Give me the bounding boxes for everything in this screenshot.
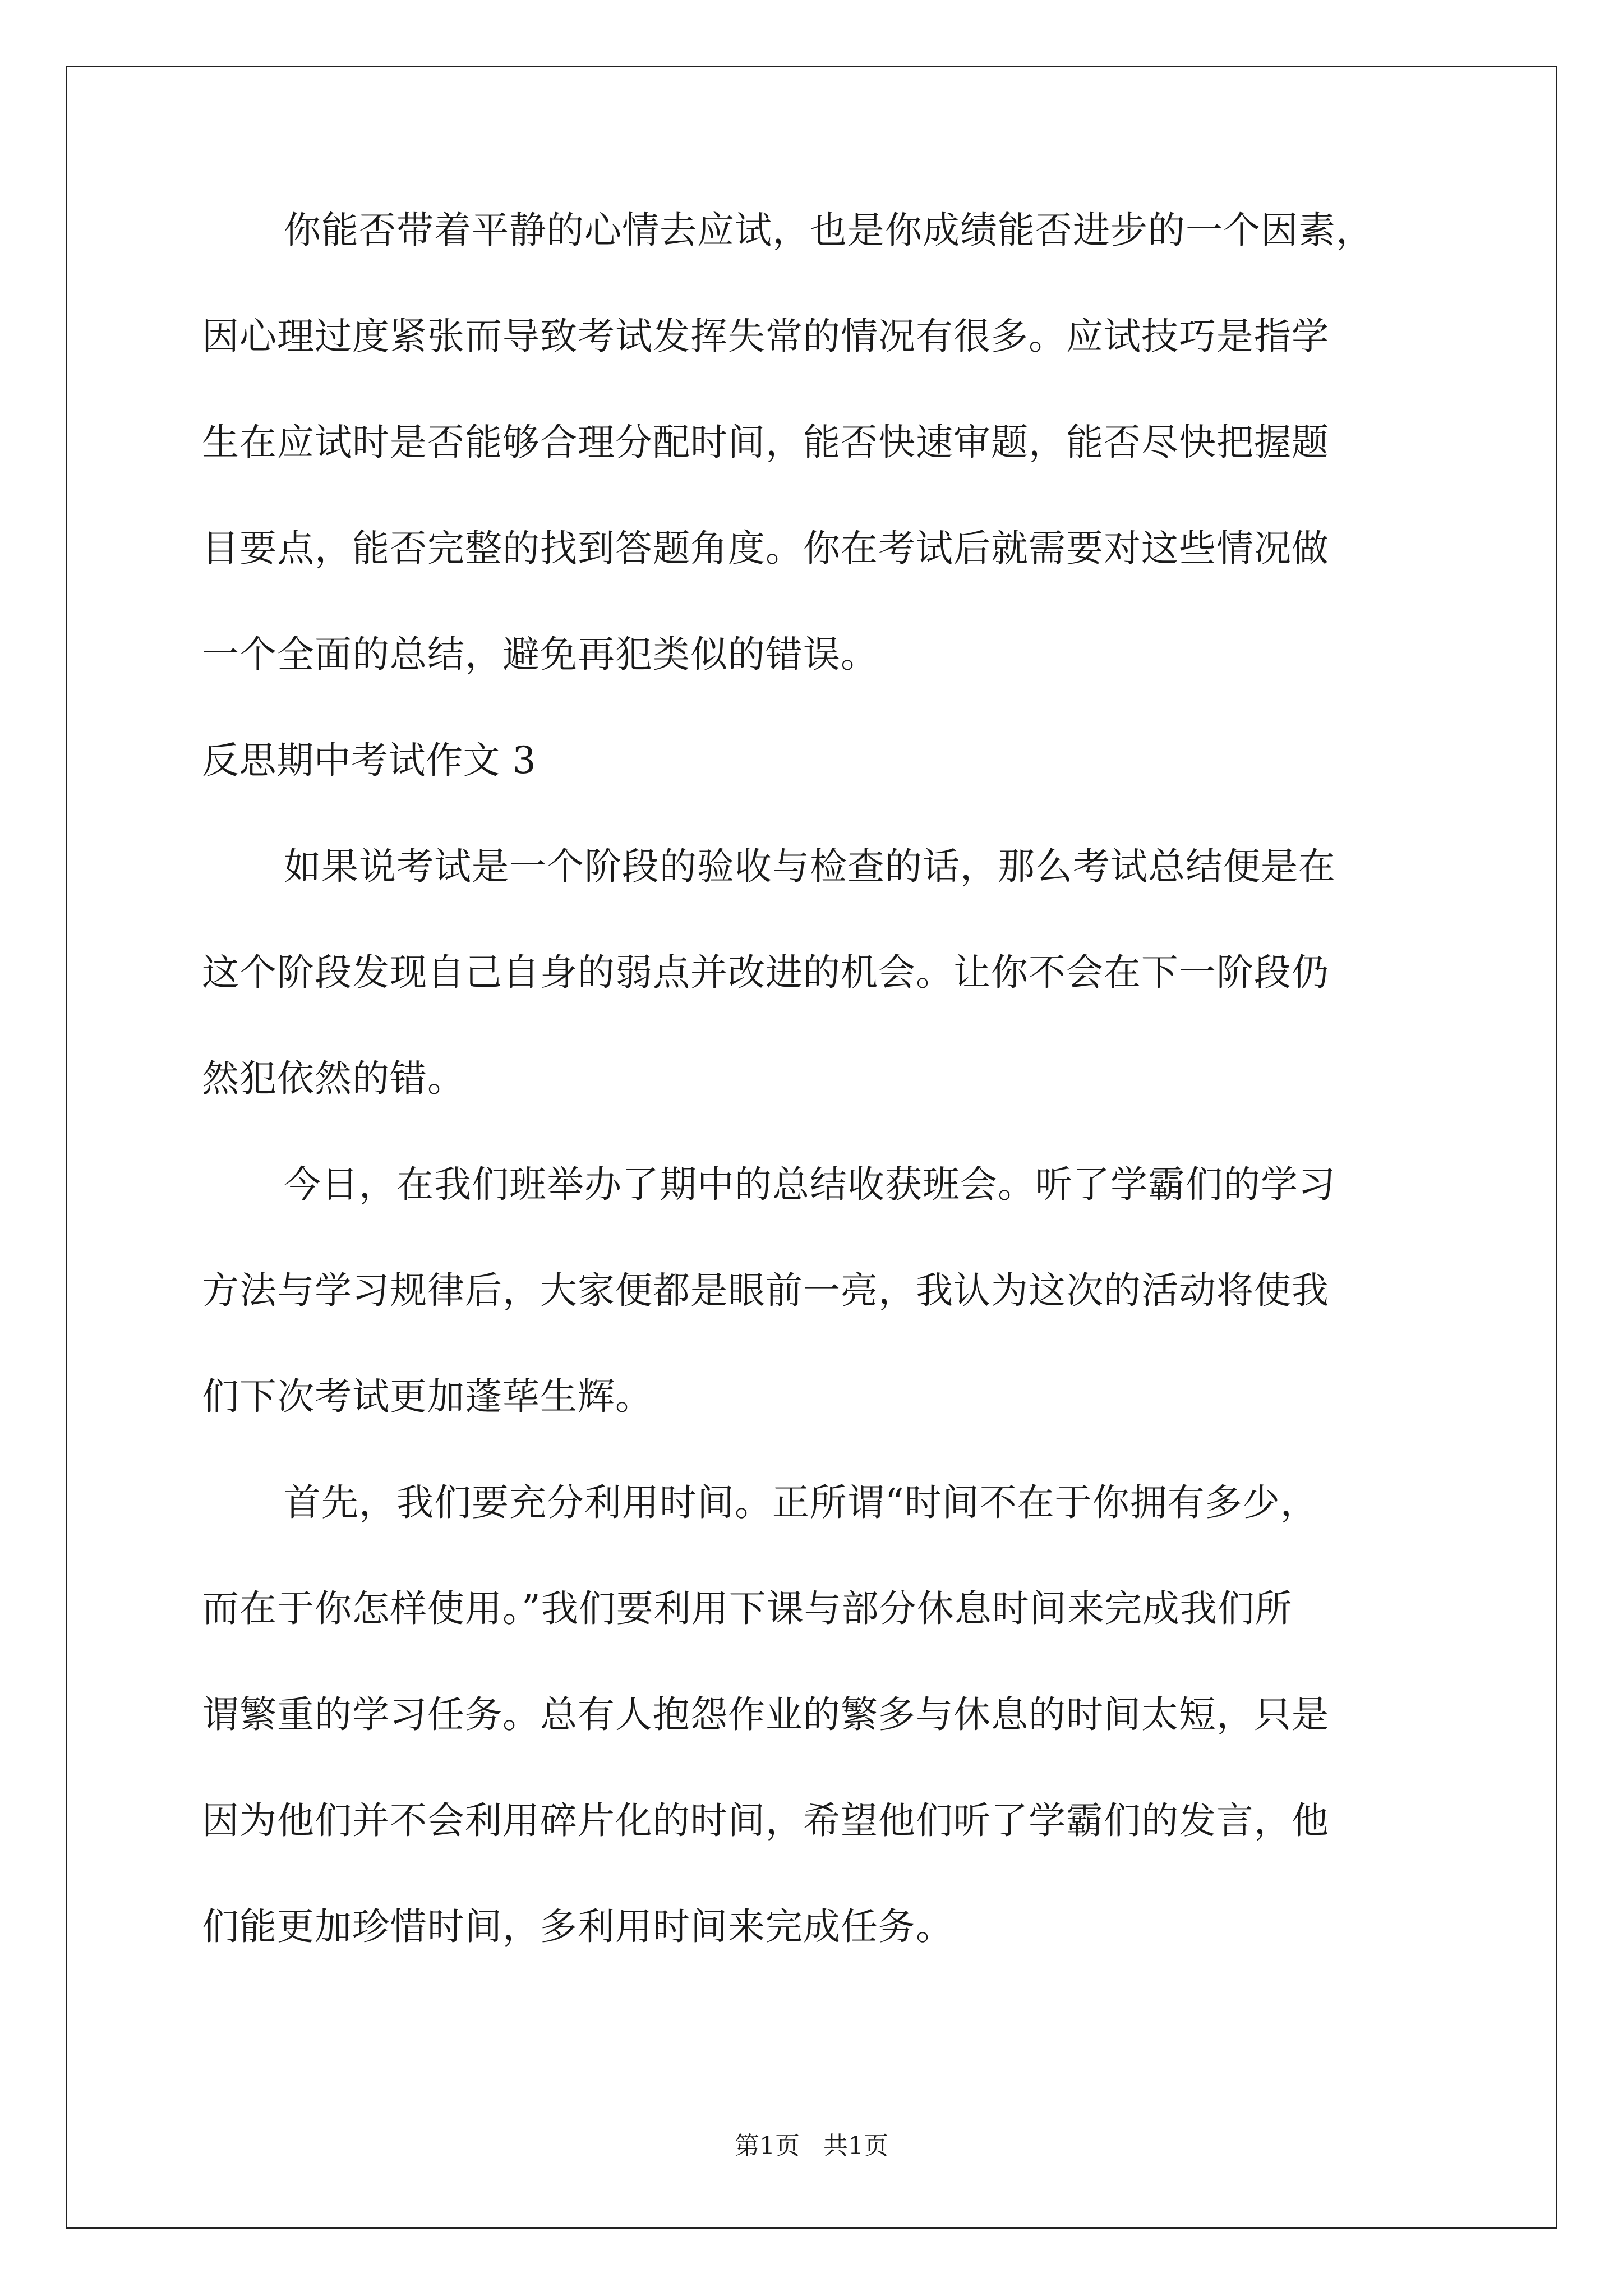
- paragraph-line: 今日，在我们班举办了期中的总结收获班会。听了学霸们的学习: [284, 1163, 1336, 1206]
- paragraph-line: 们能更加珍惜时间，多利用时间来完成任务。: [202, 1905, 953, 1948]
- paragraph-line: 这个阶段发现自己自身的弱点并改进的机会。让你不会在下一阶段仍: [202, 951, 1329, 994]
- page-footer: 第1页 共1页: [735, 2132, 888, 2160]
- paragraph-line: 然犯依然的错。: [202, 1057, 465, 1100]
- paragraph-line: 如果说考试是一个阶段的验收与检查的话，那么考试总结便是在: [284, 845, 1336, 888]
- paragraph-line: 因为他们并不会利用碎片化的时间，希望他们听了学霸们的发言，他: [202, 1799, 1329, 1842]
- paragraph-line: 而在于你怎样使用。”我们要利用下课与部分休息时间来完成我们所: [202, 1587, 1293, 1630]
- paragraph-line: 方法与学习规律后，大家便都是眼前一亮，我认为这次的活动将使我: [202, 1269, 1329, 1312]
- paragraph-line: 因心理过度紧张而导致考试发挥失常的情况有很多。应试技巧是指学: [202, 315, 1329, 358]
- paragraph-line: 首先，我们要充分利用时间。正所谓“时间不在于你拥有多少，: [284, 1481, 1318, 1524]
- paragraph-line: 生在应试时是否能够合理分配时间，能否快速审题，能否尽快把握题: [202, 421, 1329, 464]
- paragraph-line: 一个全面的总结，避免再犯类似的错误。: [202, 633, 878, 676]
- paragraph-line: 你能否带着平静的心情去应试，也是你成绩能否进步的一个因素，: [284, 209, 1373, 252]
- paragraph-line: 谓繁重的学习任务。总有人抱怨作业的繁多与休息的时间太短，只是: [202, 1693, 1329, 1736]
- paragraph-line: 们下次考试更加蓬荜生辉。: [202, 1375, 653, 1418]
- document-body: [202, 209, 1436, 2014]
- section-heading: 反思期中考试作文 3: [202, 739, 536, 782]
- paragraph-line: 目要点，能否完整的找到答题角度。你在考试后就需要对这些情况做: [202, 527, 1329, 570]
